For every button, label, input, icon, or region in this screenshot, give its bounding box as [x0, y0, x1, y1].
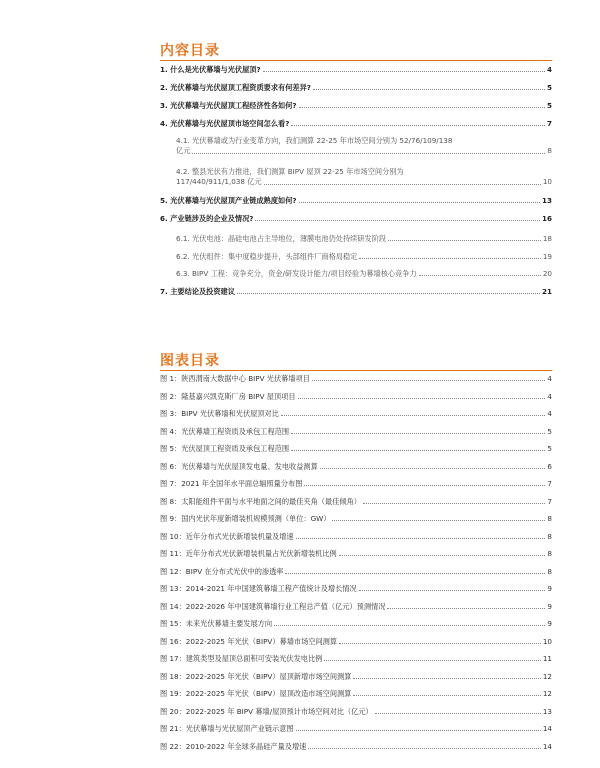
figure-entry[interactable] [160, 724, 552, 733]
leader-dots [291, 125, 545, 126]
leader-dots [299, 202, 540, 203]
figure-entry-text: 图 15：未来光伏幕墙主要发展方向 [160, 619, 273, 628]
figure-entry-text: 图 16：2022-2025 年光伏（BIPV）幕墙市场空间测算 [160, 636, 338, 646]
leader-dots [308, 748, 541, 749]
toc-entry[interactable] [160, 101, 552, 110]
leader-dots [359, 258, 541, 259]
leader-dots [237, 293, 540, 294]
toc-entry-text: 6. 产业链涉及的企业及情况? [160, 214, 254, 223]
figure-entry-page: 4 [547, 374, 552, 383]
figure-entry-text: 图 22：2010-2022 年全球多晶硅产量及增速 [160, 741, 307, 751]
toc-entry[interactable] [160, 214, 552, 223]
figure-entry-page: 6 [547, 461, 552, 471]
figure-entry[interactable] [160, 392, 552, 401]
toc-entry-page: 10 [542, 177, 552, 186]
toc-subentry-text-cont: 亿元 [176, 146, 191, 155]
leader-dots [313, 89, 545, 90]
figure-entry[interactable] [160, 689, 552, 698]
figure-entry-text: 图 17：建筑类型及屋顶总面积可安装光伏发电比例 [160, 654, 323, 663]
toc-entry-page: 8 [547, 146, 552, 155]
leader-dots [304, 485, 545, 486]
toc-entry-page: 16 [541, 214, 552, 223]
figure-entry-page: 13 [542, 706, 552, 716]
leader-dots [419, 275, 541, 276]
figure-entry[interactable] [160, 462, 552, 471]
toc-entry-page: 13 [541, 196, 552, 205]
leader-dots [274, 625, 545, 626]
toc-entry-text: 4. 光伏幕墙与光伏屋顶市场空间怎么看? [160, 119, 290, 128]
figure-entry-text: 图 14：2022-2026 年中国建筑幕墙行业工程总产值（亿元）预测情况 [160, 601, 386, 611]
toc-subentry[interactable] [176, 167, 552, 187]
toc-entry-page: 18 [542, 234, 552, 243]
leader-dots [291, 433, 545, 434]
toc-subentry-text-cont: 117/440/911/1,038 亿元 [176, 177, 262, 186]
toc-entry-text: 7. 主要结论及投资建议 [160, 287, 235, 296]
toc-entry[interactable] [160, 196, 552, 205]
figure-entry-page: 5 [547, 444, 552, 453]
figure-entry[interactable] [160, 707, 552, 716]
toc-entry[interactable] [160, 65, 552, 74]
figure-entry-page: 8 [547, 549, 552, 558]
figure-entry-text: 图 10：近年分布式光伏新增装机量及增速 [160, 531, 294, 541]
figure-entry[interactable] [160, 549, 552, 558]
figure-entry-page: 9 [547, 601, 552, 611]
figure-entry-text: 图 11：近年分布式光伏新增装机量占光伏新增装机比例 [160, 549, 337, 558]
toc-entry-text: 1. 什么是光伏幕墙与光伏屋顶? [160, 65, 261, 74]
toc-entry-page: 20 [542, 269, 552, 278]
figure-entry-page: 8 [547, 566, 552, 576]
figure-entry-text: 图 1：陕西渭南大数据中心 BIPV 光伏幕墙项目 [160, 374, 310, 383]
figure-entry-text: 图 5：光伏屋顶工程资质及承包工程范围 [160, 444, 290, 453]
leader-dots [255, 220, 540, 221]
leader-dots [387, 608, 545, 609]
figure-entry-text: 图 6：光伏幕墙与光伏屋顶发电量、发电收益测算 [160, 461, 318, 471]
figure-entry-text: 图 4：光伏幕墙工程资质及承包工程范围 [160, 426, 290, 436]
leader-dots [285, 573, 545, 574]
figure-entry-text: 图 12：BIPV 在分布式光伏中的渗透率 [160, 566, 284, 576]
leader-dots [296, 730, 541, 731]
figure-entry[interactable] [160, 514, 552, 523]
figure-entry[interactable] [160, 374, 552, 383]
leader-dots [375, 713, 541, 714]
figure-entry[interactable] [160, 637, 552, 646]
leader-dots [320, 468, 546, 469]
toc-entry-text: 6.3. BIPV 工程：竞争充分，资金/研发设计能力/项目经验为幕墙核心竞争力 [176, 269, 417, 278]
figure-entry-page: 14 [542, 724, 552, 733]
toc-title-rule [160, 60, 552, 61]
figure-entry-text: 图 3：BIPV 光伏幕墙和光伏屋顶对比 [160, 409, 279, 418]
toc-entry[interactable] [160, 287, 552, 296]
figure-entry-text: 图 8：太阳能组件平面与水平地面之间的最佳夹角（最佳倾角） [160, 496, 361, 506]
leader-dots [359, 590, 546, 591]
figure-entry-page: 12 [542, 671, 552, 681]
toc-entry-page: 4 [546, 65, 552, 74]
figure-entry-text: 图 20：2022-2025 年 BIPV 幕墙/屋顶预计市场空间对比（亿元） [160, 706, 373, 716]
figure-entry-page: 14 [542, 741, 552, 751]
leader-dots [332, 520, 545, 521]
toc-subentry[interactable] [176, 136, 552, 156]
figure-entry-text: 图 18：2022-2025 年光伏（BIPV）屋顶新增市场空间测算 [160, 671, 352, 681]
figure-entry[interactable] [160, 672, 552, 681]
leader-dots [192, 153, 545, 154]
toc-title: 内容目录 [160, 43, 220, 59]
figure-entry[interactable] [160, 584, 552, 593]
toc-entry-text: 6.1. 光伏电池：晶硅电池占主导地位，薄膜电池仍处持续研发阶段 [176, 234, 387, 243]
leader-dots [353, 678, 540, 679]
toc-subentry[interactable] [176, 269, 552, 278]
leader-dots [298, 398, 546, 399]
leader-dots [353, 695, 540, 696]
figure-entry-page: 12 [542, 689, 552, 698]
figure-entry-text: 图 2：隆基嘉兴凯克斯厂房 BIPV 屋顶项目 [160, 391, 296, 401]
figure-entry-page: 9 [547, 619, 552, 628]
figure-entry[interactable] [160, 427, 552, 436]
toc-subentry-text: 4.1. 光伏幕墙或为行业变革方向，我们测算 22-25 年市场空间分别为 52/76/109/138 [176, 136, 453, 145]
toc-subentry-text: 4.2. 整县光伏有力推进，我们测算 BIPV 屋顶 22-25 年市场空间分别为 [176, 167, 404, 176]
toc-entry[interactable] [160, 119, 552, 128]
figure-entry-text: 图 9：国内光伏年度新增装机规模预测（单位：GW） [160, 514, 331, 523]
figures-title: 图表目录 [160, 353, 220, 369]
figure-entry[interactable] [160, 602, 552, 611]
toc-entry-page: 7 [546, 119, 552, 128]
leader-dots [363, 503, 545, 504]
figure-entry-page: 7 [547, 496, 552, 506]
toc-entry-page: 19 [542, 252, 552, 261]
leader-dots [324, 660, 540, 661]
figure-entry[interactable] [160, 409, 552, 418]
figure-entry-page: 11 [542, 654, 552, 663]
figure-entry[interactable] [160, 654, 552, 663]
leader-dots [263, 71, 545, 72]
figure-entry[interactable] [160, 532, 552, 541]
figure-entry-page: 5 [547, 426, 552, 436]
toc-subentry[interactable] [176, 252, 552, 261]
leader-dots [388, 240, 541, 241]
figure-entry[interactable] [160, 444, 552, 453]
figure-entry-text: 图 21：光伏幕墙与光伏屋顶产业链示意图 [160, 724, 294, 733]
figure-entry-text: 图 13：2014-2021 年中国建筑幕墙工程产值统计及增长情况 [160, 584, 357, 593]
figure-entry-page: 4 [547, 409, 552, 418]
leader-dots [339, 643, 541, 644]
figure-entry-text: 图 7：2021 年全国年水平面总辐照量分布图 [160, 479, 303, 488]
toc-entry-text: 5. 光伏幕墙与光伏屋顶产业链成熟度如何? [160, 196, 297, 205]
leader-dots [291, 450, 545, 451]
leader-dots [296, 538, 546, 539]
figure-entry[interactable] [160, 619, 552, 628]
toc-entry-text: 3. 光伏幕墙与光伏屋顶工程经济性各如何? [160, 101, 297, 110]
leader-dots [281, 415, 546, 416]
figure-entry[interactable] [160, 567, 552, 576]
figures-title-rule [160, 370, 552, 371]
leader-dots [339, 555, 546, 556]
toc-entry-text: 2. 光伏幕墙与光伏屋顶工程资质要求有何差异? [160, 83, 311, 92]
toc-entry-text: 6.2. 光伏组件：集中度稳步提升，头部组件厂商格局稳定 [176, 252, 358, 261]
leader-dots [299, 107, 545, 108]
leader-dots [264, 184, 541, 185]
figure-entry-page: 4 [547, 391, 552, 401]
figure-entry-text: 图 19：2022-2025 年光伏（BIPV）屋顶改造市场空间测算 [160, 689, 352, 698]
toc-entry-page: 5 [546, 101, 552, 110]
figure-entry-page: 7 [547, 479, 552, 488]
figure-entry[interactable] [160, 497, 552, 506]
leader-dots [312, 380, 546, 381]
figure-entry-page: 8 [547, 514, 552, 523]
figure-entry-page: 10 [542, 636, 552, 646]
toc-entry-page: 5 [546, 83, 552, 92]
figure-entry[interactable] [160, 742, 552, 751]
figure-entry-page: 9 [547, 584, 552, 593]
figure-entry[interactable] [160, 479, 552, 488]
toc-subentry[interactable] [176, 234, 552, 243]
figure-entry-page: 8 [547, 531, 552, 541]
toc-entry-page: 21 [541, 287, 552, 296]
toc-entry[interactable] [160, 83, 552, 92]
